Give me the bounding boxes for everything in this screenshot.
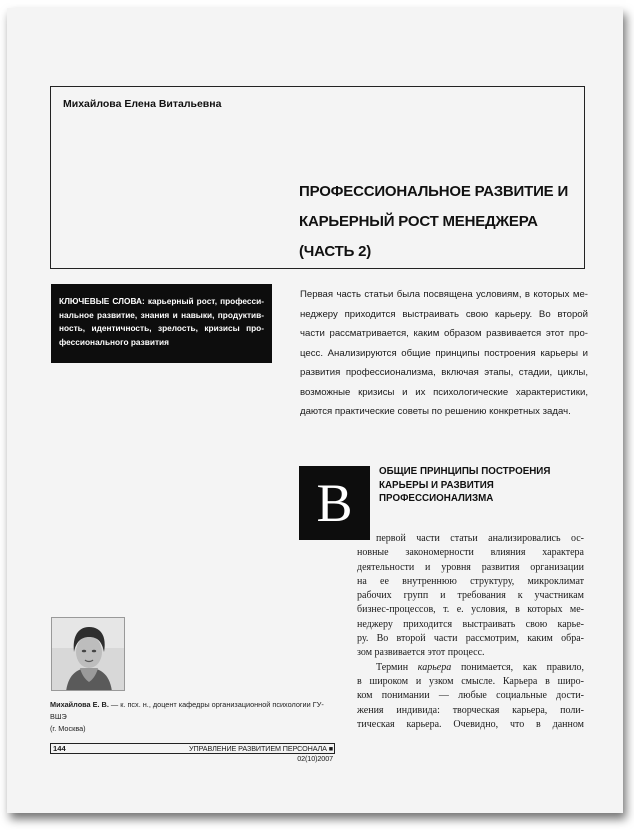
section-heading	[379, 465, 589, 506]
article-title-line: ПРОФЕССИОНАЛЬНОЕ РАЗВИТИЕ И	[299, 183, 569, 200]
body-line: новные закономерности влияния характера	[357, 547, 584, 559]
keywords-line: фессионального развития	[59, 336, 169, 347]
abstract-line: цесс. Анализируются общие принципы построения карьеры и	[300, 347, 588, 359]
body-line: бизнес-процессов, т. е. условия, в которых ме-	[357, 604, 584, 616]
abstract-line: возможные кризисы и их психологические характеристики,	[300, 386, 588, 398]
page-number: 144	[53, 744, 66, 753]
abstract-line: Первая часть статьи была посвящена условиям, в которых ме-	[300, 289, 588, 300]
dropcap-letter: В	[299, 466, 370, 540]
body-line: в широком и узком смысле. Карьера в широ-	[357, 675, 584, 687]
keywords-line: ность, идентичность, зрелость, кризисы про-	[59, 323, 264, 333]
author-note-city: (г. Москва)	[50, 724, 86, 733]
abstract-line: части рассматривается, каким образом развивается этот про-	[300, 328, 588, 339]
abstract-line: даются практические советы по решению конкретных задач.	[300, 406, 571, 417]
abstract	[300, 285, 588, 422]
body-text-run: Термин	[376, 661, 418, 673]
body-line	[357, 661, 584, 675]
body-line: неджеру приходится выстраивать свою карье-	[357, 618, 584, 630]
section-heading-line: КАРЬЕРЫ И РАЗВИТИЯ	[379, 479, 494, 491]
article-title	[299, 177, 579, 267]
body-line: ру. Во второй части рассмотрим, каким обра-	[357, 633, 584, 645]
keywords-line: КЛЮЧЕВЫЕ СЛОВА: карьерный рост, професси-	[59, 296, 264, 306]
author-note-line	[50, 699, 340, 723]
author-note-description: — к. псх. н., доцент кафедры организационной психологии ГУ-ВШЭ	[50, 700, 324, 721]
body-line: ком понимании — любые социальные дости-	[357, 690, 584, 702]
body-line: тическая карьера. Очевидно, что в данном	[357, 718, 584, 730]
body-text-run: понимается, как правило,	[451, 661, 584, 673]
author-portrait-image	[52, 618, 125, 691]
term-emphasis: карьера	[417, 661, 452, 673]
abstract-line: неджеру приходится выстраивать свою карьеру. Во второй	[300, 308, 588, 320]
author-note-name: Михайлова Е. В.	[50, 700, 109, 709]
author-photo	[51, 617, 125, 691]
body-line: первой части статьи анализировались ос-	[376, 533, 584, 544]
section-heading-line: ОБЩИЕ ПРИНЦИПЫ ПОСТРОЕНИЯ	[379, 466, 551, 477]
body-line: деятельности и уровня развития организации	[357, 561, 584, 573]
body-text	[357, 532, 584, 732]
keywords-box	[51, 284, 272, 363]
body-line: рабочих групп и требования к участникам	[357, 590, 584, 602]
body-line: на ее внутреннюю структуру, микроклимат	[357, 575, 584, 587]
journal-running-title: УПРАВЛЕНИЕ РАЗВИТИЕМ ПЕРСОНАЛА ■ 02(10)2007	[189, 744, 333, 763]
author-note	[50, 699, 340, 735]
section-heading-line: ПРОФЕССИОНАЛИЗМА	[379, 493, 494, 504]
article-title-line: (ЧАСТЬ 2)	[299, 243, 372, 260]
article-title-line: КАРЬЕРНЫЙ РОСТ МЕНЕДЖЕРА	[299, 213, 538, 230]
keywords-line: нальное развитие, знания и навыки, продуктив-	[59, 309, 264, 320]
abstract-line: развития профессионализма, включая этапы, стадии, циклы,	[300, 367, 588, 378]
author-name: Михайлова Елена Витальевна	[63, 98, 222, 110]
body-line: жения индивида: творческая карьера, поли-	[357, 704, 584, 716]
body-line: зом развивается этот процесс.	[357, 647, 485, 659]
